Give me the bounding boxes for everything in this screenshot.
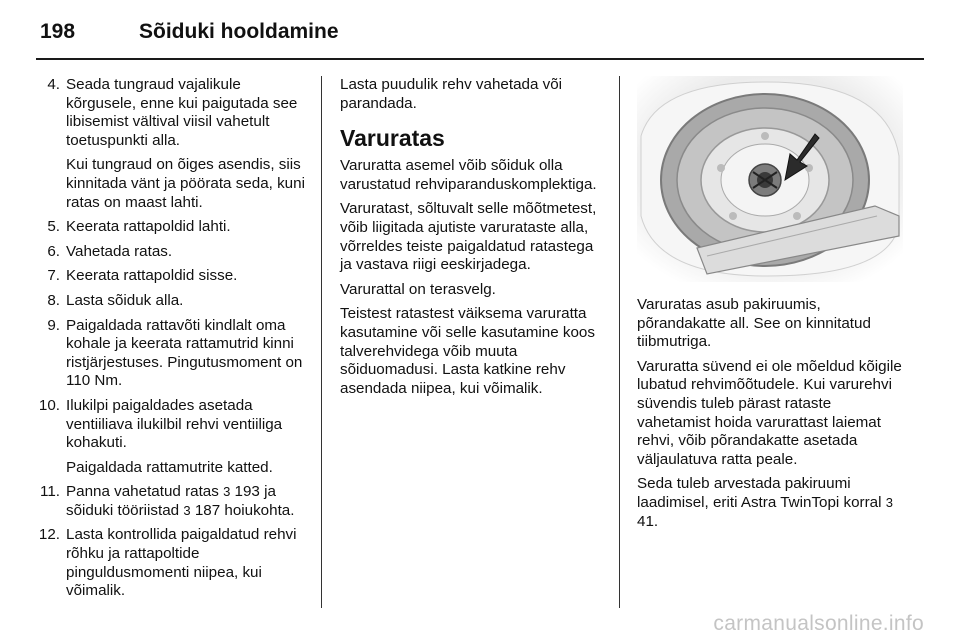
paragraph: Varuratta süvend ei ole mõeldud kõigile lubatud rehvimõõtudele. Kui varurehvi süvendis tuleb pärast rataste vahetamist hoida varurattast laiemat rehvi, võib põrandakatte asetada väljaulatuva ratta peale. [637,357,902,468]
step-text: Paigaldada rattamutrite katted. [66,458,273,476]
step-number: 8. [47,291,60,309]
page-reference-link[interactable]: 187 [194,501,221,519]
column-divider-1 [321,76,322,608]
step-5 [36,218,306,237]
page-reference-link[interactable]: 193 [234,483,260,501]
header-rule [36,58,924,60]
step-6 [36,243,306,262]
step-number: 6. [47,242,60,260]
paragraph: Varurattal on terasvelg. [340,280,496,298]
column-1 [36,76,306,607]
page-title: Sõiduki hooldamine [139,20,339,43]
step-4 [36,76,306,212]
page-reference-icon: 3 [183,502,191,518]
page-reference-icon: 3 [885,494,893,510]
step-10 [36,397,306,477]
paragraph: Varuratas asub pakiruumis, põrandakatte all. See on kinnitatud tiibmutriga. [637,296,871,351]
step-9 [36,317,306,391]
watermark: carmanualsonline.info [713,612,924,635]
step-text: Lasta sõiduk alla. [66,291,184,309]
paragraph: Seda tuleb arvestada pakiruumi laadimisel, eriti Astra TwinTopi korral 3 41. [637,475,893,530]
step-8 [36,292,306,311]
step-text: Kui tungraud on õiges asendis, siis kinnitada vänt ja pöörata seda, kuni ratas on maast lahti. [66,156,305,211]
step-text: Panna vahetatud ratas 3 193 ja sõiduki tööriistad 3 187 hoiukohta. [66,483,295,519]
step-text: Ilukilpi paigaldades asetada ventiiliava ilukilbil rehvi ventiiliga kohakuti. [66,396,283,452]
page-reference-icon: 3 [223,484,231,500]
column-3 [637,76,903,537]
step-text: Keerata rattapoldid lahti. [66,218,231,236]
step-number: 10. [38,396,60,414]
page-number: 198 [40,20,76,43]
step-number: 5. [47,218,60,236]
step-text: Paigaldada rattavõti kindlalt oma kohale ja keerata rattamutrid kinni ristjärjestuses. Pingutusmoment on 110 Nm. [66,316,303,390]
step-number: 7. [47,267,60,285]
step-number: 12. [38,526,60,544]
page-header [36,18,924,62]
step-11 [36,483,306,520]
page-reference-link[interactable]: 41 [637,512,654,530]
intro-paragraph: Lasta puudulik rehv vahetada või parandada. [340,76,563,112]
step-7 [36,267,306,286]
step-12 [36,526,306,600]
step-number: 11. [40,483,60,501]
step-text: Seada tungraud vajalikule kõrgusele, enne kui paigutada see libisemist vältival viisil vahetult toetuspunkti alla. [66,76,298,149]
step-text: Vahetada ratas. [66,242,173,260]
column-2 [340,76,606,404]
procedure-steps [36,76,306,601]
column-divider-2 [619,76,620,608]
step-text: Lasta kontrollida paigaldatud rehvi rõhku ja rattapoltide pinguldusmomenti niipea, kui võimalik. [66,526,297,600]
paragraph: Varuratta asemel võib sõiduk olla varustatud rehviparanduskomplektiga. [340,157,597,193]
paragraph: Varuratast, sõltuvalt selle mõõtmetest, võib liigitada ajutiste varurataste alla, võrreldes teiste paigaldatud ratastega ja vastava riigi eeskirjadega. [340,200,597,274]
section-heading: Varuratas [340,125,445,152]
step-text: Keerata rattapoldid sisse. [66,267,238,285]
step-number: 9. [47,316,60,334]
spare-wheel-illustration [637,76,903,282]
paragraph: Teistest ratastest väiksema varuratta kasutamine või selle kasutamine koos talverehvidega võib muuta sõiduomadusi. Lasta katkine rehv asendada niipea, kui võimalik. [340,305,595,397]
step-number: 4. [47,76,60,93]
